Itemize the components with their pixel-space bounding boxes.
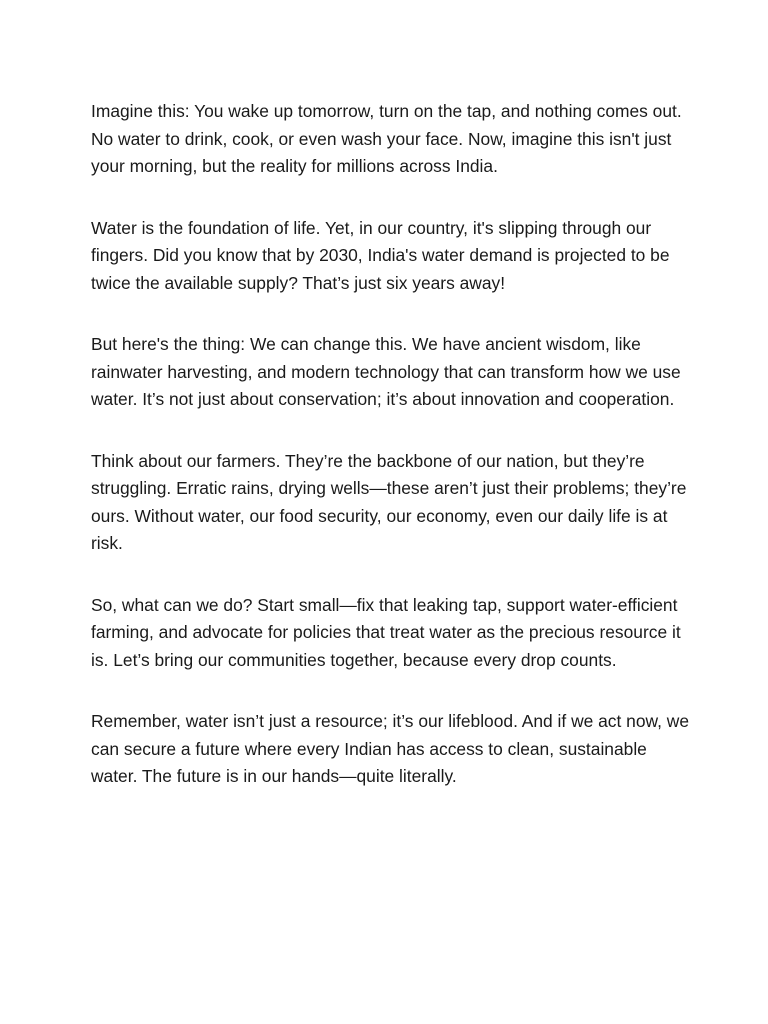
paragraph-5: So, what can we do? Start small—fix that leaking tap, support water-efficient farming, and advocate for policies that treat water as the precious resource it is. Let’s bring our communities together, because every drop counts. — [91, 594, 681, 670]
paragraph-3: But here's the thing: We can change this. We have ancient wisdom, like rainwater harvesting, and modern technology that can transform how we use water. It’s not just about conservation; it’s about innovation and cooperation. — [91, 334, 681, 409]
paragraph-2: Water is the foundation of life. Yet, in our country, it's slipping through our fingers. Did you know that by 2030, India's water demand is projected to be twice the available supply? That’s just six years away! — [91, 217, 670, 293]
paragraph-4: Think about our farmers. They’re the backbone of our nation, but they’re struggling. Erratic rains, drying wells—these aren’t just their problems; they’re ours. Without water, our food security, our economy, even our daily life is at risk. — [91, 450, 687, 553]
document-body — [91, 98, 691, 791]
paragraph-1: Imagine this: You wake up tomorrow, turn on the tap, and nothing comes out. No water to drink, cook, or even wash your face. Now, imagine this isn't just your morning, but the reality for millions across India. — [91, 101, 682, 176]
paragraph-6: Remember, water isn’t just a resource; it’s our lifeblood. And if we act now, we can secure a future where every Indian has access to clean, sustainable water. The future is in our hands—quite literally. — [91, 711, 690, 786]
